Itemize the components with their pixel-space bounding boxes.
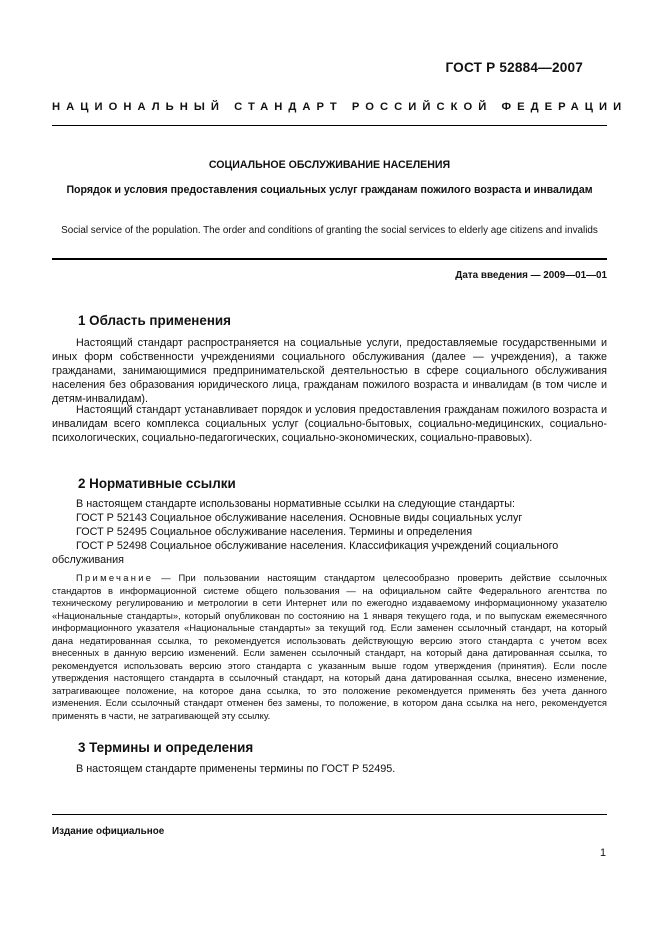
note-text: — При пользовании настоящим стандартом целесообразно проверить действие ссылочных стандартов в информационной системе общего пользования — на официальном сайте Федерального агентства по техническому регулированию и метрологии в сети Интернет или по ежегодно издаваемому информационному указателю «Национальные стандарты», который опубликован по состоянию на 1 января текущего года, и по выпускам ежемесячного информационного указателя «Национальные стандарты» за текущий год. Если заменен ссылочный стандарт, на который дана недатированная ссылка, то рекомендуется использовать действующую версию этого стандарта с учетом всех внесенных в данную версию изменений. Если заменен ссылочный стандарт, на который дана датированная ссылка, то рекомендуется использовать версию этого стандарта с указанным выше годом утверждения (принятия). Если после утверждения настоящего стандарта в ссылочный стандарт, на который дана датированная ссылка, внесено изменение, затрагивающее положение, на которое дана ссылка, то это положение рекомендуется применять без учета данного изменения. Если ссылочный стандарт отменен без замены, то положение, в котором дана ссылка на него, рекомендуется применять в части, не затрагивающей эту ссылку. (52, 572, 607, 721)
subtitle-english (52, 224, 607, 237)
normative-reference-item: ГОСТ Р 52498 Социальное обслуживание населения. Классификация учреждений социального обслуживания (52, 540, 559, 567)
title-divider (52, 258, 607, 260)
subtitle-russian-text: Порядок и условия предоставления социальных услуг гражданам пожилого возраста и инвалидам (66, 184, 593, 196)
terms-paragraph: В настоящем стандарте применены термины по ГОСТ Р 52495. (76, 763, 396, 775)
note-label: Примечание (76, 572, 154, 583)
page-number: 1 (599, 847, 606, 859)
document-id: ГОСТ Р 52884—2007 (445, 60, 583, 75)
scope-paragraph-1: Настоящий стандарт распространяется на социальные услуги, предоставляемые государственными и иных форм собственности учреждениями социального обслуживания (далее — учреждения), а также гражданами, занимающимися предпринимательской деятельностью в сфере социального обслуживания населения без образования юридического лица, гражданам пожилого возраста и инвалидам (в том числе и детям-инвалидам). (52, 337, 607, 406)
section-heading-scope: 1 Область применения (78, 313, 231, 328)
subtitle-english-text: Social service of the population. The order and conditions of granting the social services to elderly age citizens and invalids (61, 225, 598, 236)
section-heading-normative-references: 2 Нормативные ссылки (78, 476, 236, 491)
subtitle-russian (52, 184, 607, 197)
standard-title: НАЦИОНАЛЬНЫЙ СТАНДАРТ РОССИЙСКОЙ ФЕДЕРАЦИИ (52, 101, 628, 113)
introduction-date: Дата введения — 2009—01—01 (455, 270, 607, 281)
footer-divider (52, 814, 607, 815)
note-block (52, 572, 607, 722)
normative-reference-item: ГОСТ Р 52495 Социальное обслуживание населения. Термины и определения (76, 526, 473, 538)
header-divider (52, 125, 607, 126)
normative-intro: В настоящем стандарте использованы нормативные ссылки на следующие стандарты: (76, 498, 515, 510)
scope-paragraph-2: Настоящий стандарт устанавливает порядок и условия предоставления гражданам пожилого возраста и инвалидам всего комплекса социальных услуг (социально-бытовых, социально-медицинских, социально-психологических, социально-педагогических, социально-экономических, социально-правовых). (52, 404, 607, 445)
main-title: СОЦИАЛЬНОЕ ОБСЛУЖИВАНИЕ НАСЕЛЕНИЯ (208, 159, 451, 171)
normative-reference-item: ГОСТ Р 52143 Социальное обслуживание населения. Основные виды социальных услуг (76, 512, 523, 524)
section-heading-terms: 3 Термины и определения (78, 740, 254, 755)
edition-label: Издание официальное (52, 826, 165, 837)
